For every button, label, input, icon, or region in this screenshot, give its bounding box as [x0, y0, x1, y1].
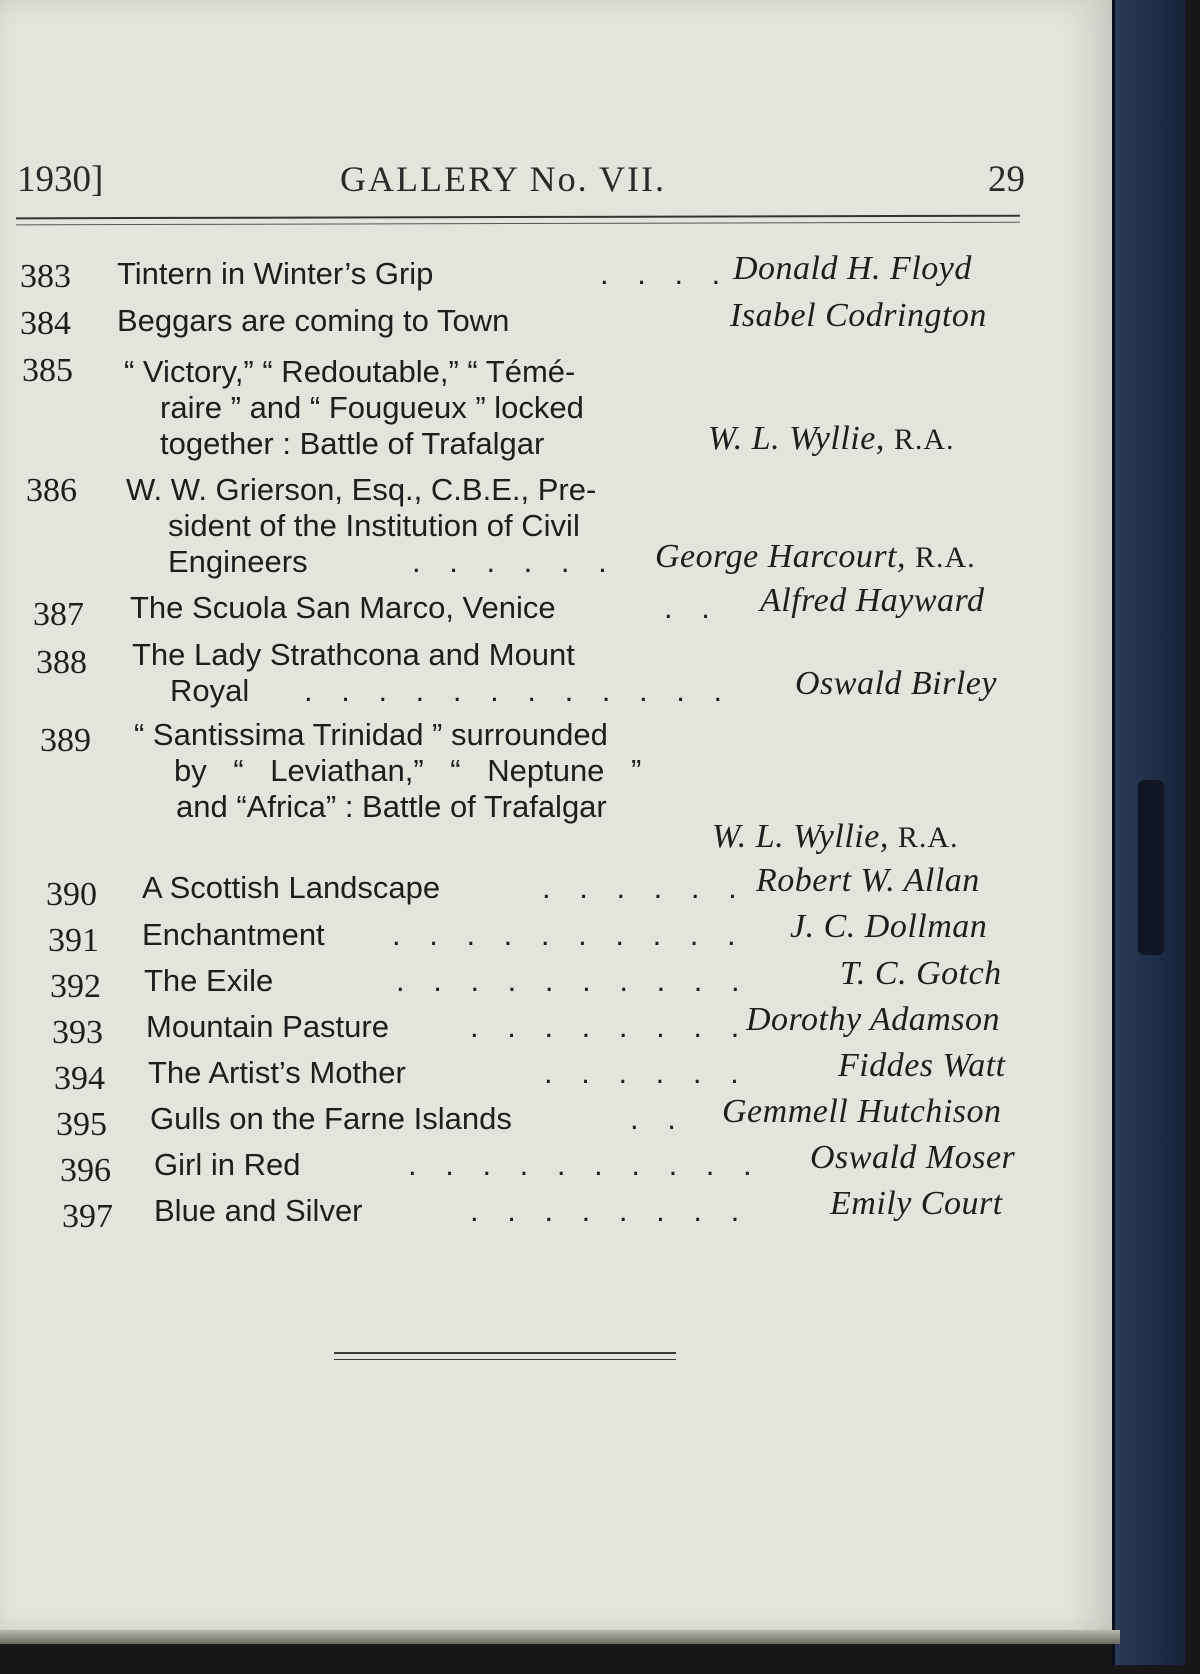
dot-leader: . .: [630, 1101, 686, 1136]
entry-title: The Artist’s Mother: [148, 1055, 406, 1090]
entry-artist: Alfred Hayward: [760, 582, 985, 619]
entry-number: 389: [40, 722, 91, 759]
entry-title: The Exile: [144, 963, 274, 998]
entry-title: “ Victory,” “ Redoutable,” “ Témé-: [124, 354, 576, 389]
spine-bookmark-tab: [1138, 780, 1164, 955]
entry-title: and “Africa” : Battle of Trafalgar: [176, 789, 607, 824]
dot-leader: . . . .: [600, 256, 731, 291]
artist-suffix: R.A.: [915, 541, 976, 574]
entry-artist: Oswald Moser: [810, 1139, 1016, 1176]
entry-title: Tintern in Winter’s Grip: [117, 256, 434, 291]
entry-title: W. W. Grierson, Esq., C.B.E., Pre-: [126, 472, 597, 507]
header-year: 1930]: [17, 159, 104, 200]
entry-title: The Lady Strathcona and Mount: [132, 637, 575, 672]
entry-artist: Donald H. Floyd: [733, 250, 972, 287]
running-header: [0, 158, 1112, 208]
entry-artist: Emily Court: [830, 1185, 1003, 1222]
entry-title: Beggars are coming to Town: [117, 303, 510, 338]
entry-title: Girl in Red: [154, 1147, 301, 1182]
entry-artist: W. L. Wyllie, R.A.: [708, 420, 955, 457]
artist-suffix: R.A.: [893, 423, 955, 456]
entry-artist: Dorothy Adamson: [746, 1001, 1000, 1038]
entry-number: 390: [46, 876, 97, 913]
entry-title: “ Santissima Trinidad ” surrounded: [134, 717, 608, 752]
entry-artist: Robert W. Allan: [756, 862, 980, 899]
dot-leader: . . . . . . . . . . . .: [304, 673, 733, 708]
dot-leader: . . . . . . . . . .: [408, 1147, 762, 1182]
entry-artist: Oswald Birley: [795, 665, 997, 702]
dot-leader: . . . . . . . . . .: [392, 917, 746, 952]
entry-title: Mountain Pasture: [146, 1009, 389, 1044]
artist-suffix: R.A.: [897, 821, 959, 854]
entry-title: Engineers: [168, 544, 308, 579]
entry-number: 394: [54, 1060, 105, 1097]
entry-number: 387: [33, 596, 84, 633]
dot-leader: . . . . . .: [544, 1055, 749, 1090]
dot-leader: . . . . . . . .: [470, 1193, 750, 1228]
dot-leader: . .: [664, 590, 720, 625]
header-page-number: 29: [988, 159, 1025, 200]
entry-number: 391: [48, 922, 99, 959]
entry-artist: T. C. Gotch: [840, 955, 1002, 992]
entry-title: Enchantment: [142, 917, 325, 952]
dot-leader: . . . . . .: [412, 544, 617, 579]
dot-leader: . . . . . . . .: [470, 1009, 750, 1044]
entry-title: by “ Leviathan,” “ Neptune ”: [174, 753, 642, 788]
entry-number: 393: [52, 1014, 103, 1051]
entry-title: A Scottish Landscape: [142, 870, 441, 905]
entry-number: 386: [26, 472, 77, 509]
entry-number: 395: [56, 1106, 107, 1143]
entry-title: Gulls on the Farne Islands: [150, 1101, 512, 1136]
entry-number: 383: [20, 258, 71, 295]
closing-rule: [334, 1352, 676, 1354]
dot-leader: . . . . . .: [542, 870, 747, 905]
entry-artist: George Harcourt, R.A.: [655, 538, 976, 575]
entry-title: together : Battle of Trafalgar: [160, 426, 545, 461]
entry-number: 396: [60, 1152, 111, 1189]
entry-title: Blue and Silver: [154, 1193, 363, 1228]
entry-title: sident of the Institution of Civil: [168, 508, 580, 543]
entry-artist: Isabel Codrington: [730, 297, 987, 334]
entry-artist: J. C. Dollman: [790, 908, 988, 945]
entry-artist: Fiddes Watt: [838, 1047, 1006, 1084]
entry-artist: W. L. Wyllie, R.A.: [712, 818, 959, 855]
entry-number: 384: [20, 305, 71, 342]
entry-number: 392: [50, 968, 101, 1005]
entry-title: raire ” and “ Fougueux ” locked: [160, 390, 584, 425]
entry-title: The Scuola San Marco, Venice: [130, 590, 556, 625]
entry-number: 388: [36, 644, 87, 681]
entry-artist: Gemmell Hutchison: [722, 1093, 1002, 1130]
closing-rule-thin: [334, 1359, 676, 1360]
entry-number: 385: [22, 352, 73, 389]
entry-number: 397: [62, 1198, 113, 1235]
page-edge: [0, 1630, 1120, 1644]
header-gallery-title: GALLERY No. VII.: [340, 159, 666, 199]
dot-leader: . . . . . . . . . .: [396, 963, 750, 998]
entry-title: Royal: [170, 673, 250, 708]
